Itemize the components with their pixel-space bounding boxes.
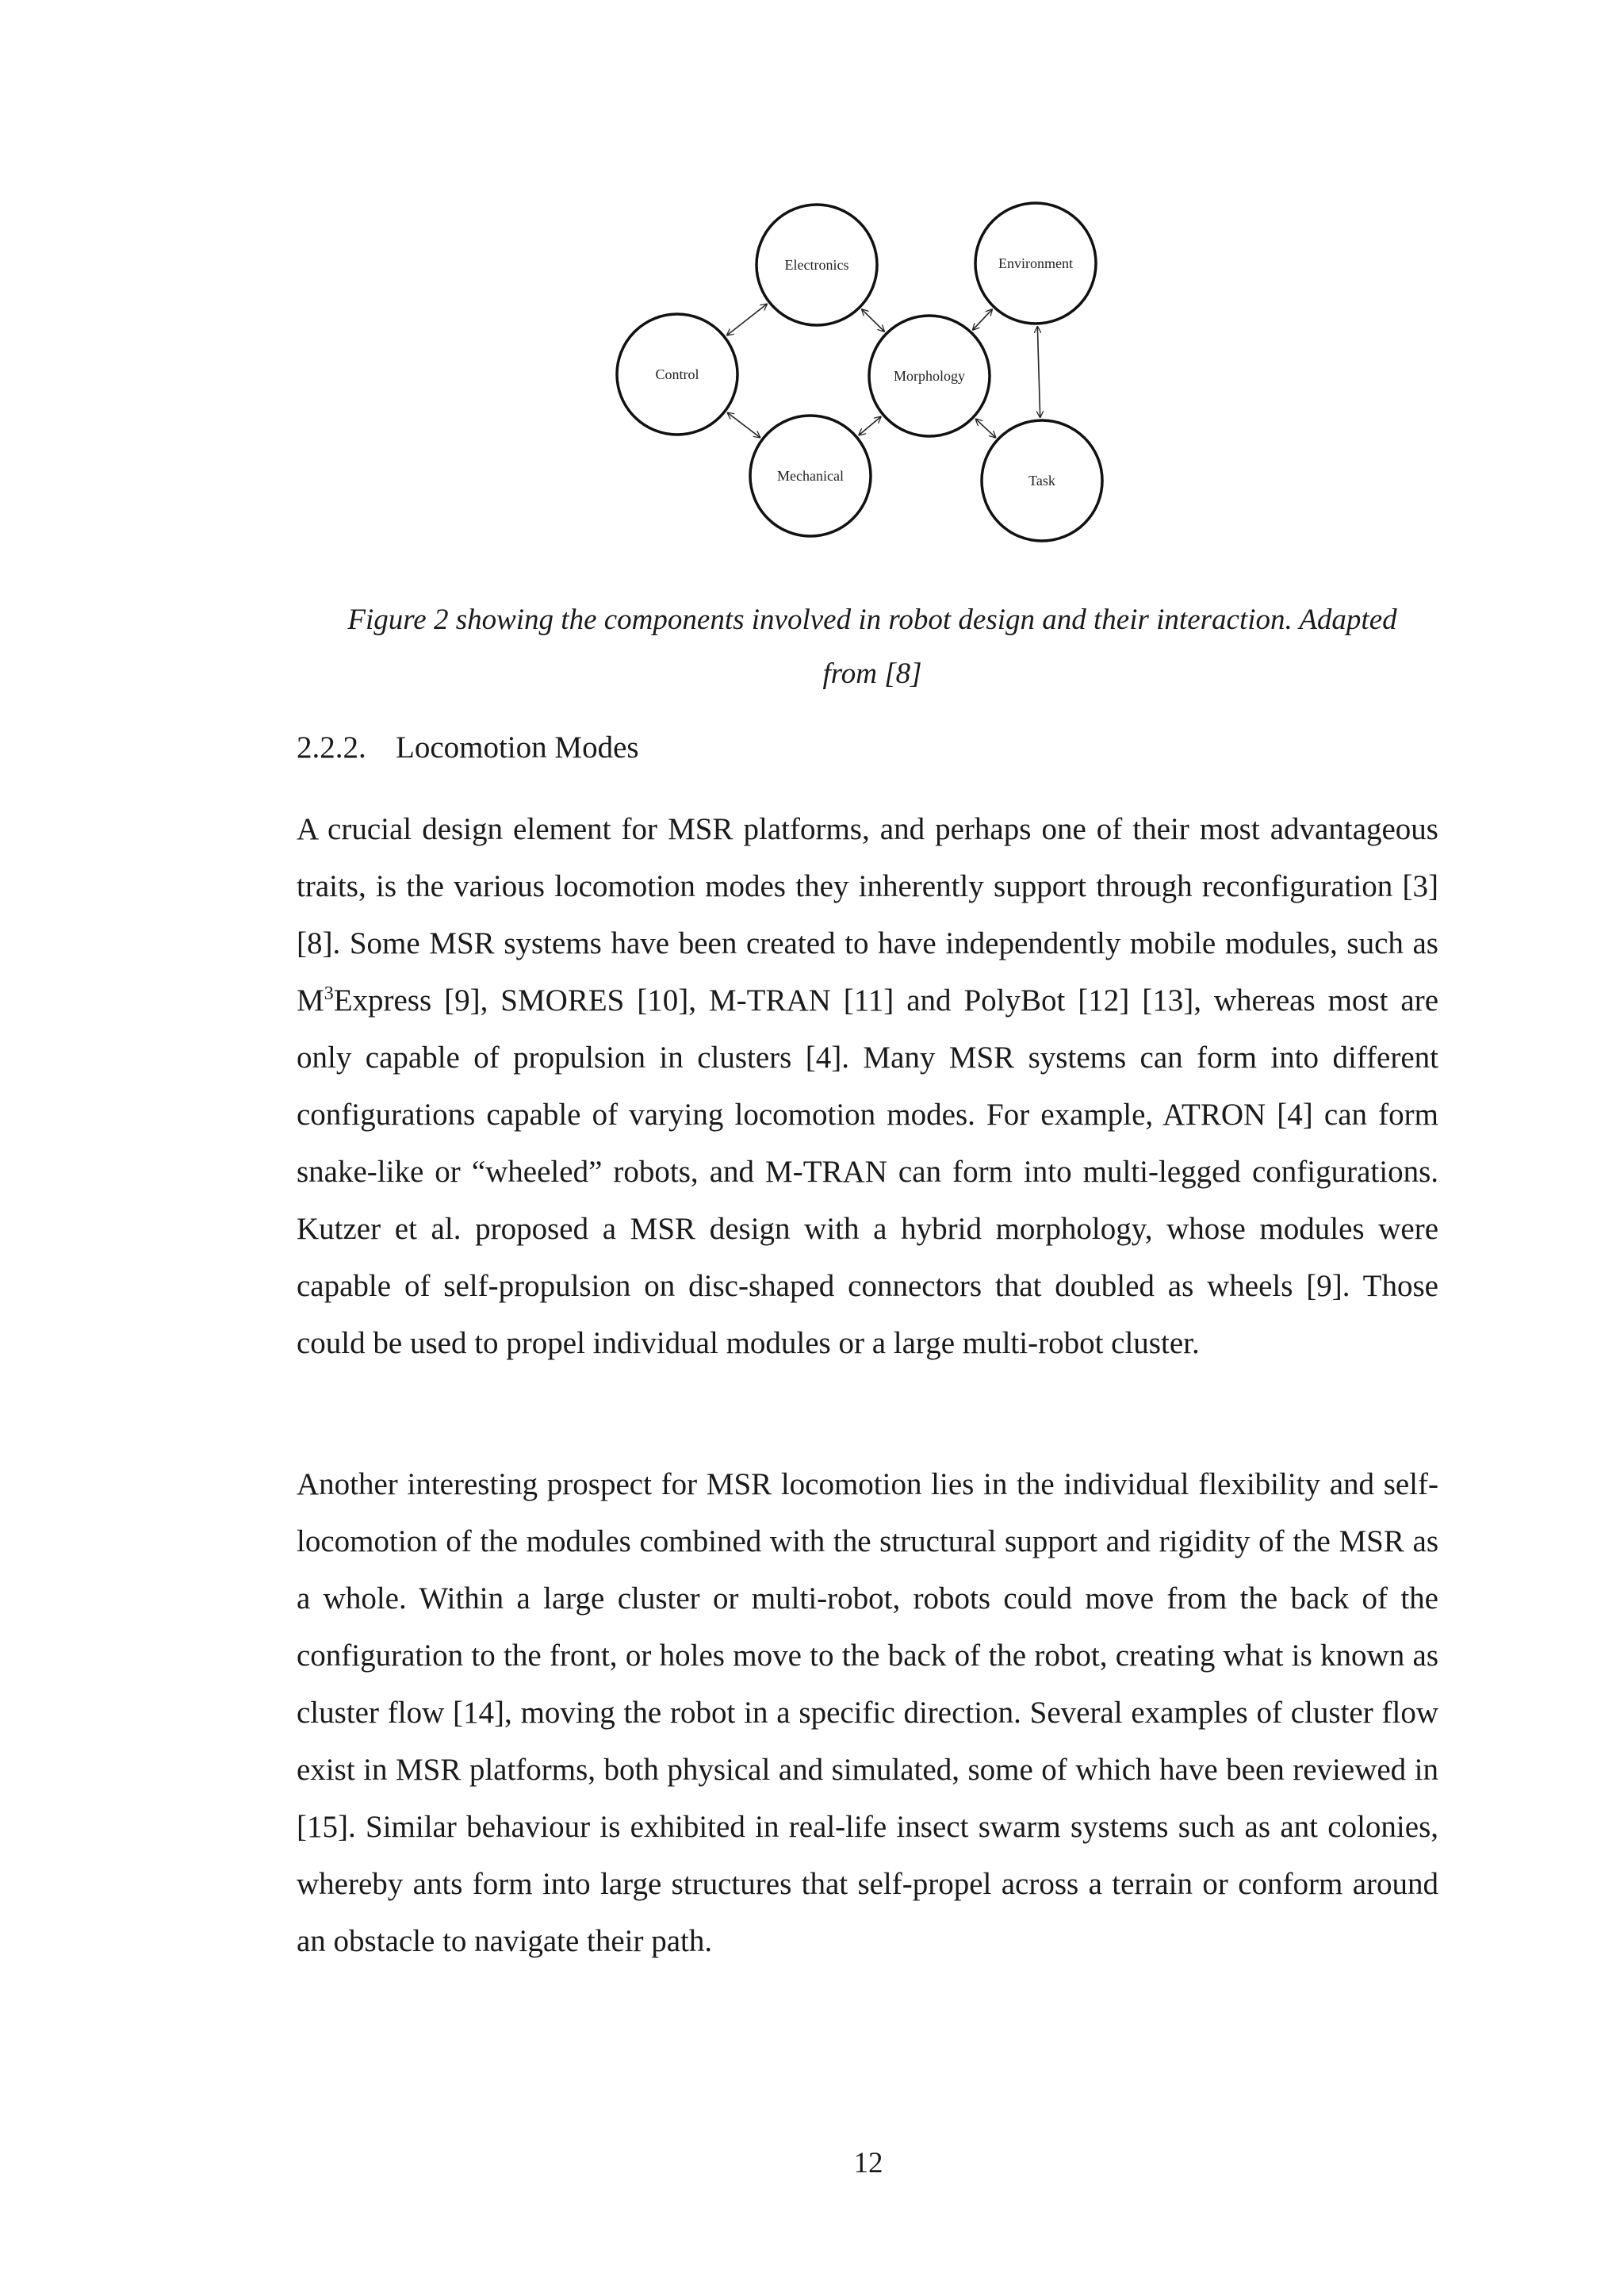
node-label-control: Control: [655, 366, 699, 382]
figure-caption: [301, 593, 1443, 701]
edge-mechanical-morphology: [859, 416, 880, 435]
paragraph-1-text-a: A crucial design element for MSR platforms, and perhaps one of their most advantageous traits, is the various locomotion modes they inherently support through reconfiguration [3] [8]. Some MSR systems have been created to have independently mobile modules, such as M: [297, 812, 1438, 1018]
node-label-mechanical: Mechanical: [777, 468, 844, 484]
section-title: Locomotion Modes: [396, 730, 639, 765]
node-label-morphology: Morphology: [894, 368, 965, 384]
node-label-environment: Environment: [998, 255, 1073, 271]
edge-morphology-environment: [973, 309, 992, 330]
page-number: 12: [853, 2147, 883, 2179]
node-label-electronics: Electronics: [784, 257, 849, 273]
paragraph-locomotion-modes: [297, 801, 1438, 1372]
edge-environment-task: [1037, 327, 1040, 417]
edge-control-electronics: [727, 304, 767, 335]
superscript-3: 3: [324, 983, 334, 1004]
paragraph-1-text-b: Express [9], SMORES [10], M-TRAN [11] and PolyBot [12] [13], whereas most are only capable of propulsion in clusters [4]. Many MSR systems can form into different configurations capable of varying locomotion modes. For example, ATRON [4] can form snake-like or “wheeled” robots, and M-TRAN can form into multi-legged configurations. Kutzer et al. proposed a MSR design with a hybrid morphology, whose modules were capable of self-propulsion on disc-shaped connectors that doubled as wheels [9]. Those could be used to propel individual modules or a large multi-robot cluster.: [297, 983, 1438, 1360]
paragraph-cluster-flow: Another interesting prospect for MSR locomotion lies in the individual flexibility and self-locomotion of the modules combined with the structural support and rigidity of the MSR as a whole. Within a large cluster or multi-robot, robots could move from the back of the configuration to the front, or holes move to the back of the robot, creating what is known as cluster flow [14], moving the robot in a specific direction. Several examples of cluster flow exist in MSR platforms, both physical and simulated, some of which have been reviewed in [15]. Similar behaviour is exhibited in real-life insect swarm systems such as ant colonies, whereby ants form into large structures that self-propel across a terrain or conform around an obstacle to navigate their path.: [297, 1467, 1438, 1958]
edge-electronics-morphology: [862, 309, 884, 332]
caption-line-2: from [8]: [822, 657, 922, 690]
edge-control-mechanical: [728, 412, 760, 437]
section-number: 2.2.2.: [297, 730, 366, 765]
edge-morphology-task: [976, 419, 996, 437]
section-heading: [297, 730, 639, 765]
node-label-task: Task: [1028, 473, 1055, 489]
caption-line-1: Figure 2 showing the components involved in robot design and their interaction. Adapted: [347, 604, 1397, 636]
